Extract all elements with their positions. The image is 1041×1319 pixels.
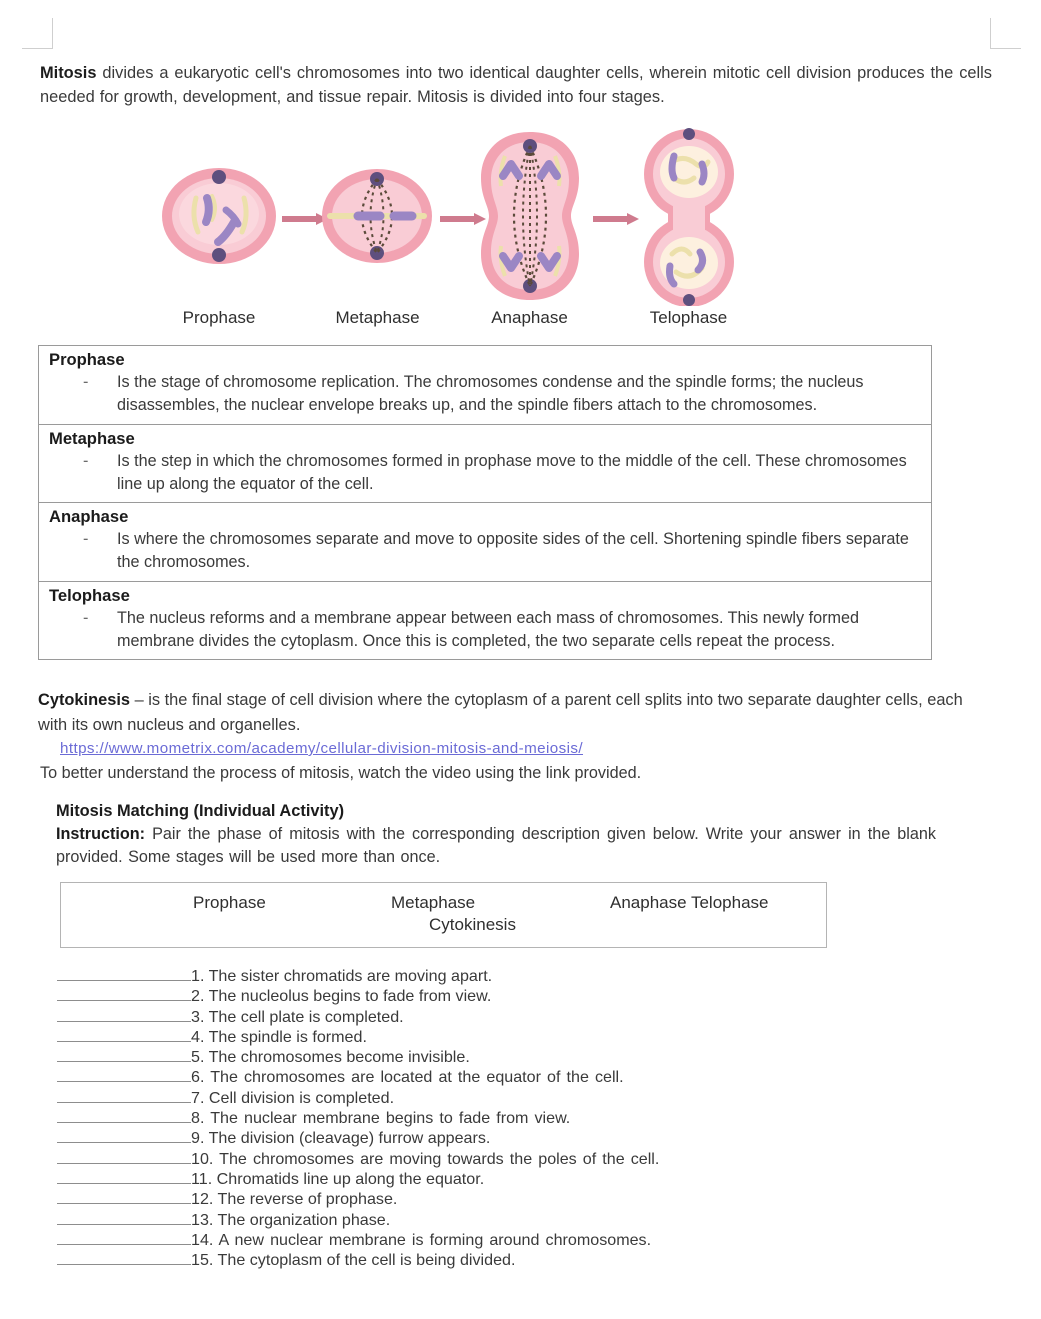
activity-instruction (56, 823, 936, 868)
list-item (57, 1108, 957, 1128)
phase-name-anaphase: Anaphase (49, 507, 129, 527)
stage-label-prophase: Prophase (182, 308, 256, 327)
phase-description-metaphase (49, 450, 925, 497)
mitosis-diagram (150, 126, 770, 341)
answer-blank-13[interactable] (57, 1211, 191, 1225)
stage-label-metaphase: Metaphase (335, 308, 420, 327)
answer-blank-8[interactable] (57, 1109, 191, 1123)
bullet-dash-icon: - (83, 530, 89, 549)
table-row (39, 581, 932, 660)
question-text: 2. The nucleolus begins to fade from view. (191, 987, 492, 1006)
list-item (57, 1149, 957, 1169)
prophase-cell-illustration (160, 126, 278, 306)
word-bank-line-1 (61, 893, 826, 923)
list-item (57, 1169, 957, 1189)
mitosis-stage-row (150, 126, 770, 306)
question-text: 5. The chromosomes become invisible. (191, 1048, 470, 1067)
table-row (39, 503, 932, 582)
telophase-cell-illustration (632, 126, 747, 306)
mitosis-stage-labels (150, 308, 770, 338)
answer-blank-11[interactable] (57, 1170, 191, 1184)
list-item (57, 1027, 957, 1047)
mitosis-phases-table (38, 345, 932, 660)
crop-mark-top-left (22, 18, 53, 49)
word-bank-item-anaphase-telophase: Anaphase Telophase (610, 893, 769, 912)
question-text: 11. Chromatids line up along the equator. (191, 1169, 485, 1188)
cytokinesis-definition: – is the final stage of cell division where the cytoplasm of a parent cell splits into two separate daughter cells, each with its own nucleus and organelles. (38, 691, 963, 735)
list-item (57, 1088, 957, 1108)
answer-blank-12[interactable] (57, 1190, 191, 1204)
question-text: 3. The cell plate is completed. (191, 1007, 404, 1026)
list-item (57, 1007, 957, 1027)
stage-label-anaphase: Anaphase (491, 308, 568, 327)
phase-name-prophase: Prophase (49, 350, 125, 369)
activity-title: Mitosis Matching (Individual Activity) (56, 802, 345, 820)
list-item (57, 986, 957, 1006)
answer-blank-10[interactable] (57, 1150, 191, 1164)
phase-description-telophase (49, 607, 925, 654)
answer-blank-15[interactable] (57, 1251, 191, 1265)
question-text: 9. The division (cleavage) furrow appears. (191, 1129, 491, 1148)
phase-description-text: Is where the chromosomes separate and move to opposite sides of the cell. Shortening spindle fibers separate the chromosomes. (117, 530, 909, 572)
stage-label-telophase: Telophase (649, 308, 728, 327)
anaphase-cell-illustration (475, 126, 585, 306)
intro-lead-term: Mitosis (40, 64, 97, 83)
phase-description-text: Is the stage of chromosome replication. The chromosomes condense and the spindle forms; the nucleus disassembles, the nuclear envelope breaks up, and the spindle fibers attach to the chromosomes. (117, 373, 864, 415)
question-text: 4. The spindle is formed. (191, 1027, 367, 1046)
list-item (57, 1230, 957, 1250)
list-item (57, 1189, 957, 1209)
intro-body-text: divides a eukaryotic cell's chromosomes into two identical daughter cells, wherein mitotic cell division produces the cells needed for growth, development, and tissue repair. Mitosis is divided into four stages. (40, 64, 992, 106)
question-text: 1. The sister chromatids are moving apart. (191, 967, 493, 985)
activity-instruction-label: Instruction: (56, 825, 146, 843)
bullet-dash-icon: - (83, 451, 89, 470)
answer-blank-1[interactable] (57, 967, 191, 981)
phase-name-telophase: Telophase (49, 585, 130, 605)
word-bank-item-metaphase: Metaphase (391, 893, 476, 912)
question-text: 7. Cell division is completed. (191, 1088, 395, 1107)
answer-blank-3[interactable] (57, 1008, 191, 1022)
phase-description-text: Is the step in which the chromosomes formed in prophase move to the middle of the cell. These chromosomes line up along the equator of the cell. (117, 451, 907, 493)
activity-block (56, 800, 936, 868)
cytokinesis-paragraph (38, 688, 993, 738)
cytokinesis-term: Cytokinesis (38, 691, 131, 710)
phase-description-anaphase (49, 528, 925, 575)
table-row (39, 424, 932, 503)
bullet-dash-icon: - (83, 608, 89, 627)
list-item (57, 1128, 957, 1148)
table-row (39, 346, 932, 425)
list-item (57, 1250, 957, 1270)
video-link-block (40, 738, 990, 785)
question-text: 14. A new nuclear membrane is forming around chromosomes. (191, 1230, 652, 1249)
word-bank-item-prophase: Prophase (193, 893, 266, 912)
list-item (57, 1047, 957, 1067)
answer-blank-4[interactable] (57, 1028, 191, 1042)
answer-blank-5[interactable] (57, 1048, 191, 1062)
video-link-note: To better understand the process of mitosis, watch the video using the link provided. (40, 764, 642, 782)
question-text: 15. The cytoplasm of the cell is being divided. (191, 1251, 516, 1270)
question-text: 10. The chromosomes are moving towards the poles of the cell. (191, 1149, 660, 1168)
phase-name-metaphase: Metaphase (49, 428, 135, 448)
mometrix-video-link[interactable]: https://www.mometrix.com/academy/cellular-division-mitosis-and-meiosis/ (60, 740, 583, 757)
phase-description-text: The nucleus reforms and a membrane appear between each mass of chromosomes. This newly formed membrane divides the cytoplasm. Once this is completed, the two separate cells repeat the process. (117, 608, 859, 651)
matching-question-list (57, 966, 957, 1270)
answer-blank-7[interactable] (57, 1089, 191, 1103)
question-text: 6. The chromosomes are located at the equator of the cell. (191, 1068, 624, 1087)
intro-paragraph (40, 62, 992, 109)
word-bank-item-cytokinesis: Cytokinesis (429, 915, 516, 934)
answer-blank-9[interactable] (57, 1129, 191, 1143)
question-text: 12. The reverse of prophase. (191, 1190, 398, 1209)
metaphase-cell-illustration (320, 126, 435, 306)
bullet-dash-icon: - (83, 373, 89, 391)
list-item (57, 966, 957, 986)
activity-instruction-text: Pair the phase of mitosis with the corresponding description given below. Write your answer in the blank provided. Some stages will be used more than once. (56, 825, 936, 866)
answer-blank-14[interactable] (57, 1231, 191, 1245)
answer-blank-6[interactable] (57, 1068, 191, 1082)
list-item (57, 1210, 957, 1230)
question-text: 13. The organization phase. (191, 1210, 391, 1229)
question-text: 8. The nuclear membrane begins to fade from view. (191, 1109, 571, 1128)
word-bank-box (60, 882, 827, 948)
crop-mark-top-right (990, 18, 1021, 49)
phase-description-prophase (49, 371, 925, 418)
list-item (57, 1067, 957, 1087)
answer-blank-2[interactable] (57, 987, 191, 1001)
